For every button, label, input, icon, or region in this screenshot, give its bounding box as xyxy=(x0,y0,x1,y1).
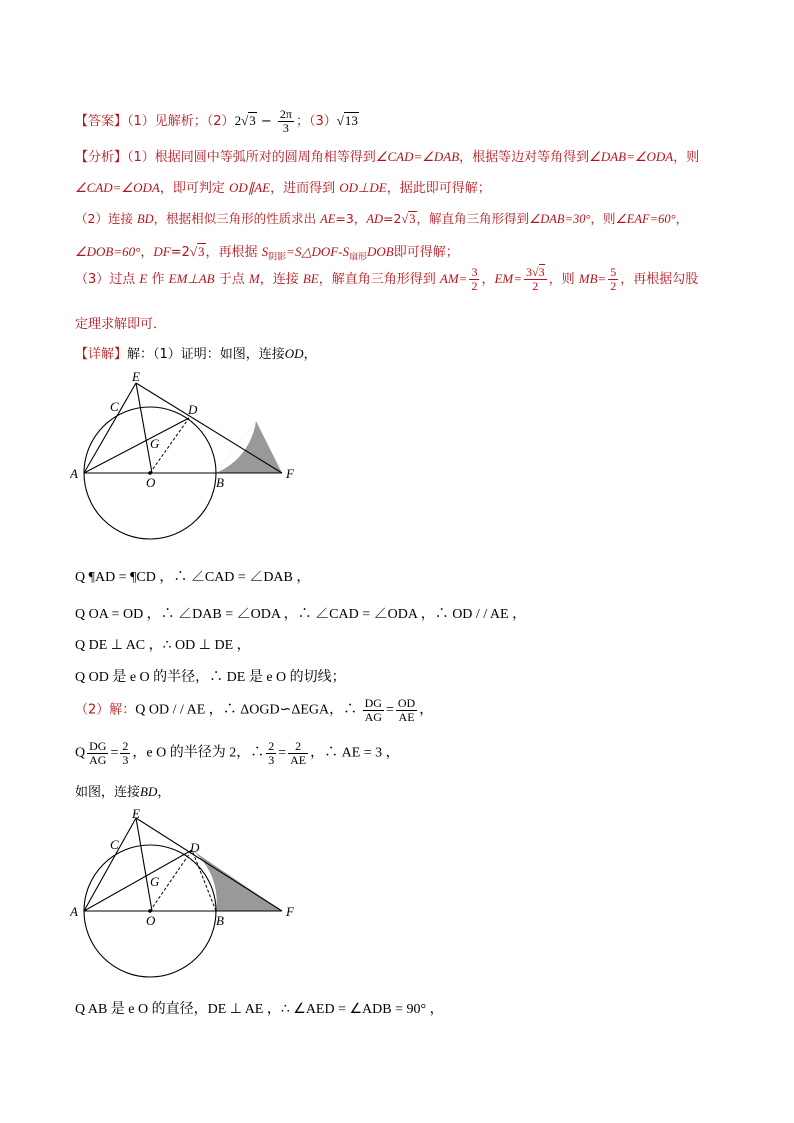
label-a-2: A xyxy=(70,904,78,919)
analysis-line-4: ∠DOB=60°，DF=2√3，再根据 $S_{阴影}=S\triangle DOF-S_{扇形}DOB$即可得解； xyxy=(75,244,459,263)
answer-part1: （1）见解析；（2） xyxy=(127,114,235,129)
label-a: A xyxy=(70,466,78,481)
line-ef-2 xyxy=(136,818,282,911)
analysis-line-1: 【分析】（1）根据同圆中等弧所对的圆周角相等得到∠CAD=∠DAB，根据等边对等角得到∠DAB=∠ODA，则 xyxy=(75,149,700,165)
label-e-2: E xyxy=(132,808,140,821)
step-2: Q OA = OD ，∴ ∠DAB = ∠ODA ，∴ ∠CAD = ∠ODA ，∴ OD / / AE ， xyxy=(75,607,527,622)
line-ae-2 xyxy=(84,818,136,911)
line-ad-2 xyxy=(84,850,192,911)
label-c-2: C xyxy=(110,837,119,852)
label-o-2: O xyxy=(146,913,156,928)
label-b-2: B xyxy=(216,913,224,928)
label-f-2: F xyxy=(286,904,294,919)
line-eo-2 xyxy=(136,818,152,911)
step-4: Q OD 是 e O 的半径，∴ DE 是 e O 的切线； xyxy=(75,670,346,685)
line-eo xyxy=(136,383,152,473)
fig2-intro: 如图，连接BD， xyxy=(75,784,171,800)
label-f: F xyxy=(286,466,294,481)
label-b: B xyxy=(216,475,224,490)
part2-line-2: Q $\frac{DG}{AG}$ = $\frac{2}{3}$ ，e O 的半径为 2，∴ $\frac{2}{3}$ = $\frac{2}{AE}$ ，∴ AE = 3 ， xyxy=(75,739,400,767)
analysis-line-3: （2）连接 BD，根据相似三角形的性质求出 AE=3，AD=2√3，解直角三角形得到∠DAB=30°，则∠EAF=60°， xyxy=(75,211,689,226)
analysis-line-2: ∠CAD=∠ODA，即可判定 OD∥AE，进而得到 OD⊥DE，据此即可得解； xyxy=(75,180,491,196)
detail-intro: 【详解】解：（1）证明：如图，连接OD， xyxy=(75,346,317,362)
label-e: E xyxy=(132,370,140,384)
part2-line-1: （2）解：Q OD / / AE ，∴ ΔOGD∽ΔEGA，∴ $\frac{DG}{AG}$ = $\frac{OD}{AE}$ ， xyxy=(75,696,434,724)
label-g: G xyxy=(150,436,160,451)
answer-part3: ；（3） xyxy=(295,114,337,129)
answer-tag: 【答案】 xyxy=(75,114,128,129)
label-g-2: G xyxy=(150,874,160,889)
answer-fraction: $\frac{2\pi}{3}$ xyxy=(279,107,292,135)
line-ef xyxy=(136,383,282,473)
analysis-line-6: 定理求解即可． xyxy=(75,317,167,332)
answer-part3-radical: √13 xyxy=(336,113,358,128)
label-c: C xyxy=(110,399,119,414)
label-d: D xyxy=(188,402,198,417)
step-3: Q DE ⊥ AC ，∴ OD ⊥ DE ， xyxy=(75,638,251,653)
geometry-figure-2 xyxy=(70,808,310,983)
answer-line: 【答案】（1）见解析；（2）2√3 − $\frac{2\pi}{3}$ ；（3）√13 xyxy=(75,107,358,135)
step-1: Q ¶AD = ¶CD ，∴ ∠CAD = ∠DAB ， xyxy=(75,570,311,585)
analysis-line-5: （3）过点 E 作 EM⊥AB 于点 M，连接 BE，解直角三角形得到 AM= $\frac{3}{2}$ ，EM= $\frac{3√3}{2}$ ，则 MB= $\frac{5}{2}$ ，再根据勾股 xyxy=(75,265,699,293)
answer-part2-radical: 2√3 xyxy=(234,113,256,128)
last-line: Q AB 是 e O 的直径，DE ⊥ AE ，∴ ∠AED = ∠ADB = 90° ， xyxy=(75,1002,444,1017)
label-o: O xyxy=(146,475,156,490)
geometry-figure-1 xyxy=(70,370,310,545)
label-d-2: D xyxy=(190,840,200,855)
